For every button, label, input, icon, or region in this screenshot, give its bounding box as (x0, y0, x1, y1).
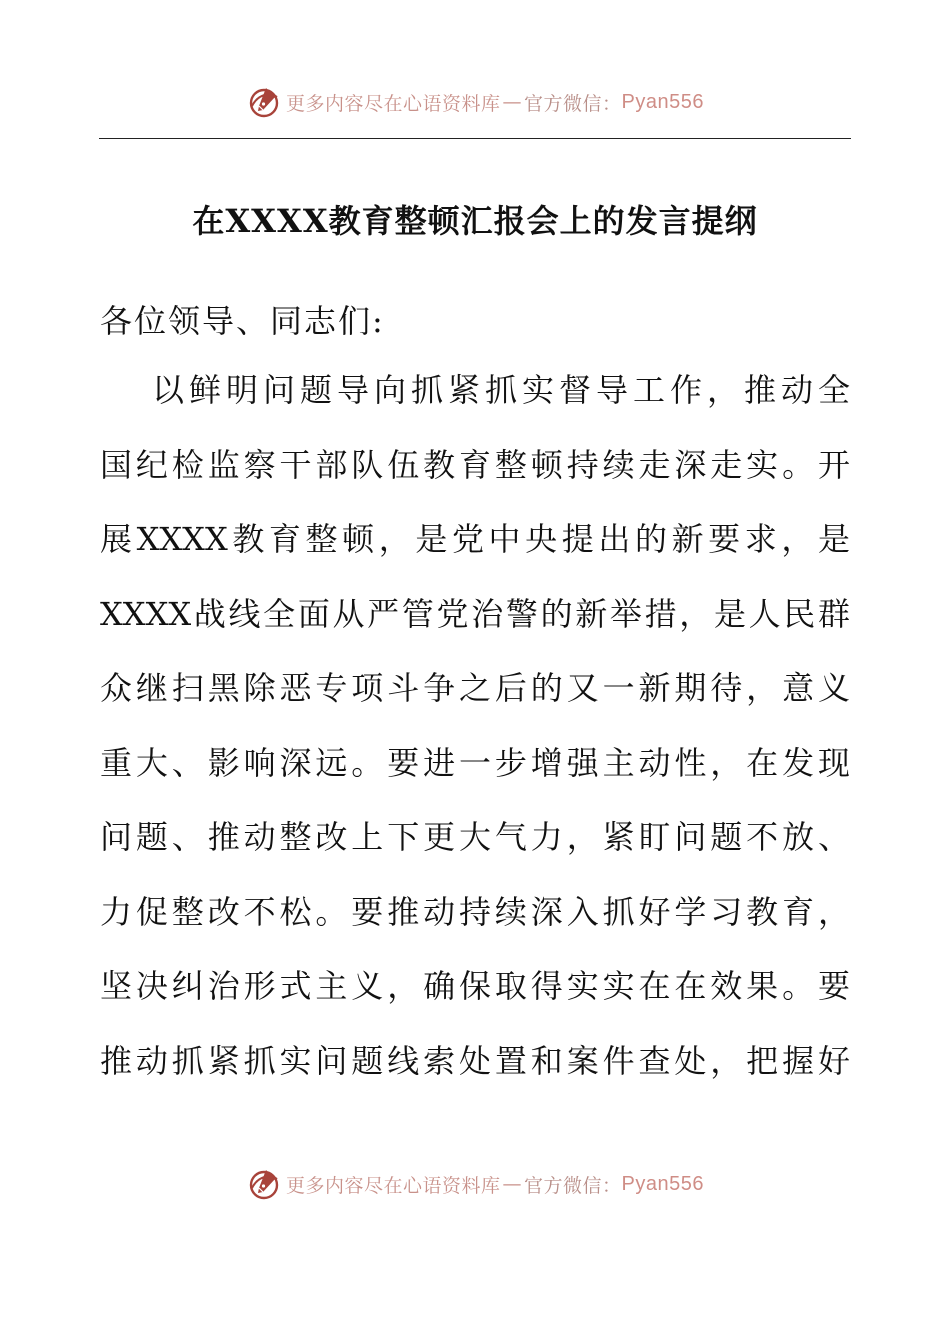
body-line: 国纪检监察干部队伍教育整顿持续走深走实。开 (100, 445, 850, 484)
header-banner (0, 82, 950, 122)
footer-wechat-label: 官方微信： (524, 1174, 622, 1197)
body-line: 重大、影响深远。要进一步增强主动性，在发现 (100, 743, 850, 782)
footer-site-text: 更多内容尽在心语资料库 (286, 1174, 501, 1197)
footer-banner (0, 1164, 950, 1204)
footer-wechat-id: Pyan556 (621, 1172, 704, 1195)
body-line: 力促整改不松。要推动持续深入抓好学习教育， (100, 892, 850, 931)
body-line: 问题、推动整改上下更大气力，紧盯问题不放、 (100, 818, 850, 856)
header-wechat-id: Pyan556 (621, 90, 704, 113)
body-line: 展XXXX教育整顿，是党中央提出的新要求，是 (100, 520, 850, 558)
footer-dash: — (502, 1173, 523, 1195)
body-line: 推动抓紧抓实问题线索处置和案件查处，把握好 (100, 1041, 850, 1080)
body-line: 众继扫黑除恶专项斗争之后的又一新期待，意义 (100, 669, 850, 707)
pen-nib-logo-icon (246, 1166, 282, 1202)
pen-nib-logo-icon (246, 84, 282, 120)
body-paragraph (100, 366, 850, 1111)
body-line: 坚决纠治形式主义，确保取得实实在在效果。要 (100, 967, 850, 1005)
header-dash: — (502, 91, 523, 113)
header-site-text: 更多内容尽在心语资料库 (286, 92, 501, 115)
body-line: XXXX战线全面从严管党治警的新举措，是人民群 (100, 594, 850, 633)
document-title: 在XXXX教育整顿汇报会上的发言提纲 (192, 202, 758, 240)
header-divider (99, 138, 851, 139)
body-line: 以鲜明问题导向抓紧抓实督导工作，推动全 (152, 371, 850, 409)
header-wechat-label: 官方微信： (524, 92, 622, 115)
salutation: 各位领导、同志们: (100, 302, 385, 340)
